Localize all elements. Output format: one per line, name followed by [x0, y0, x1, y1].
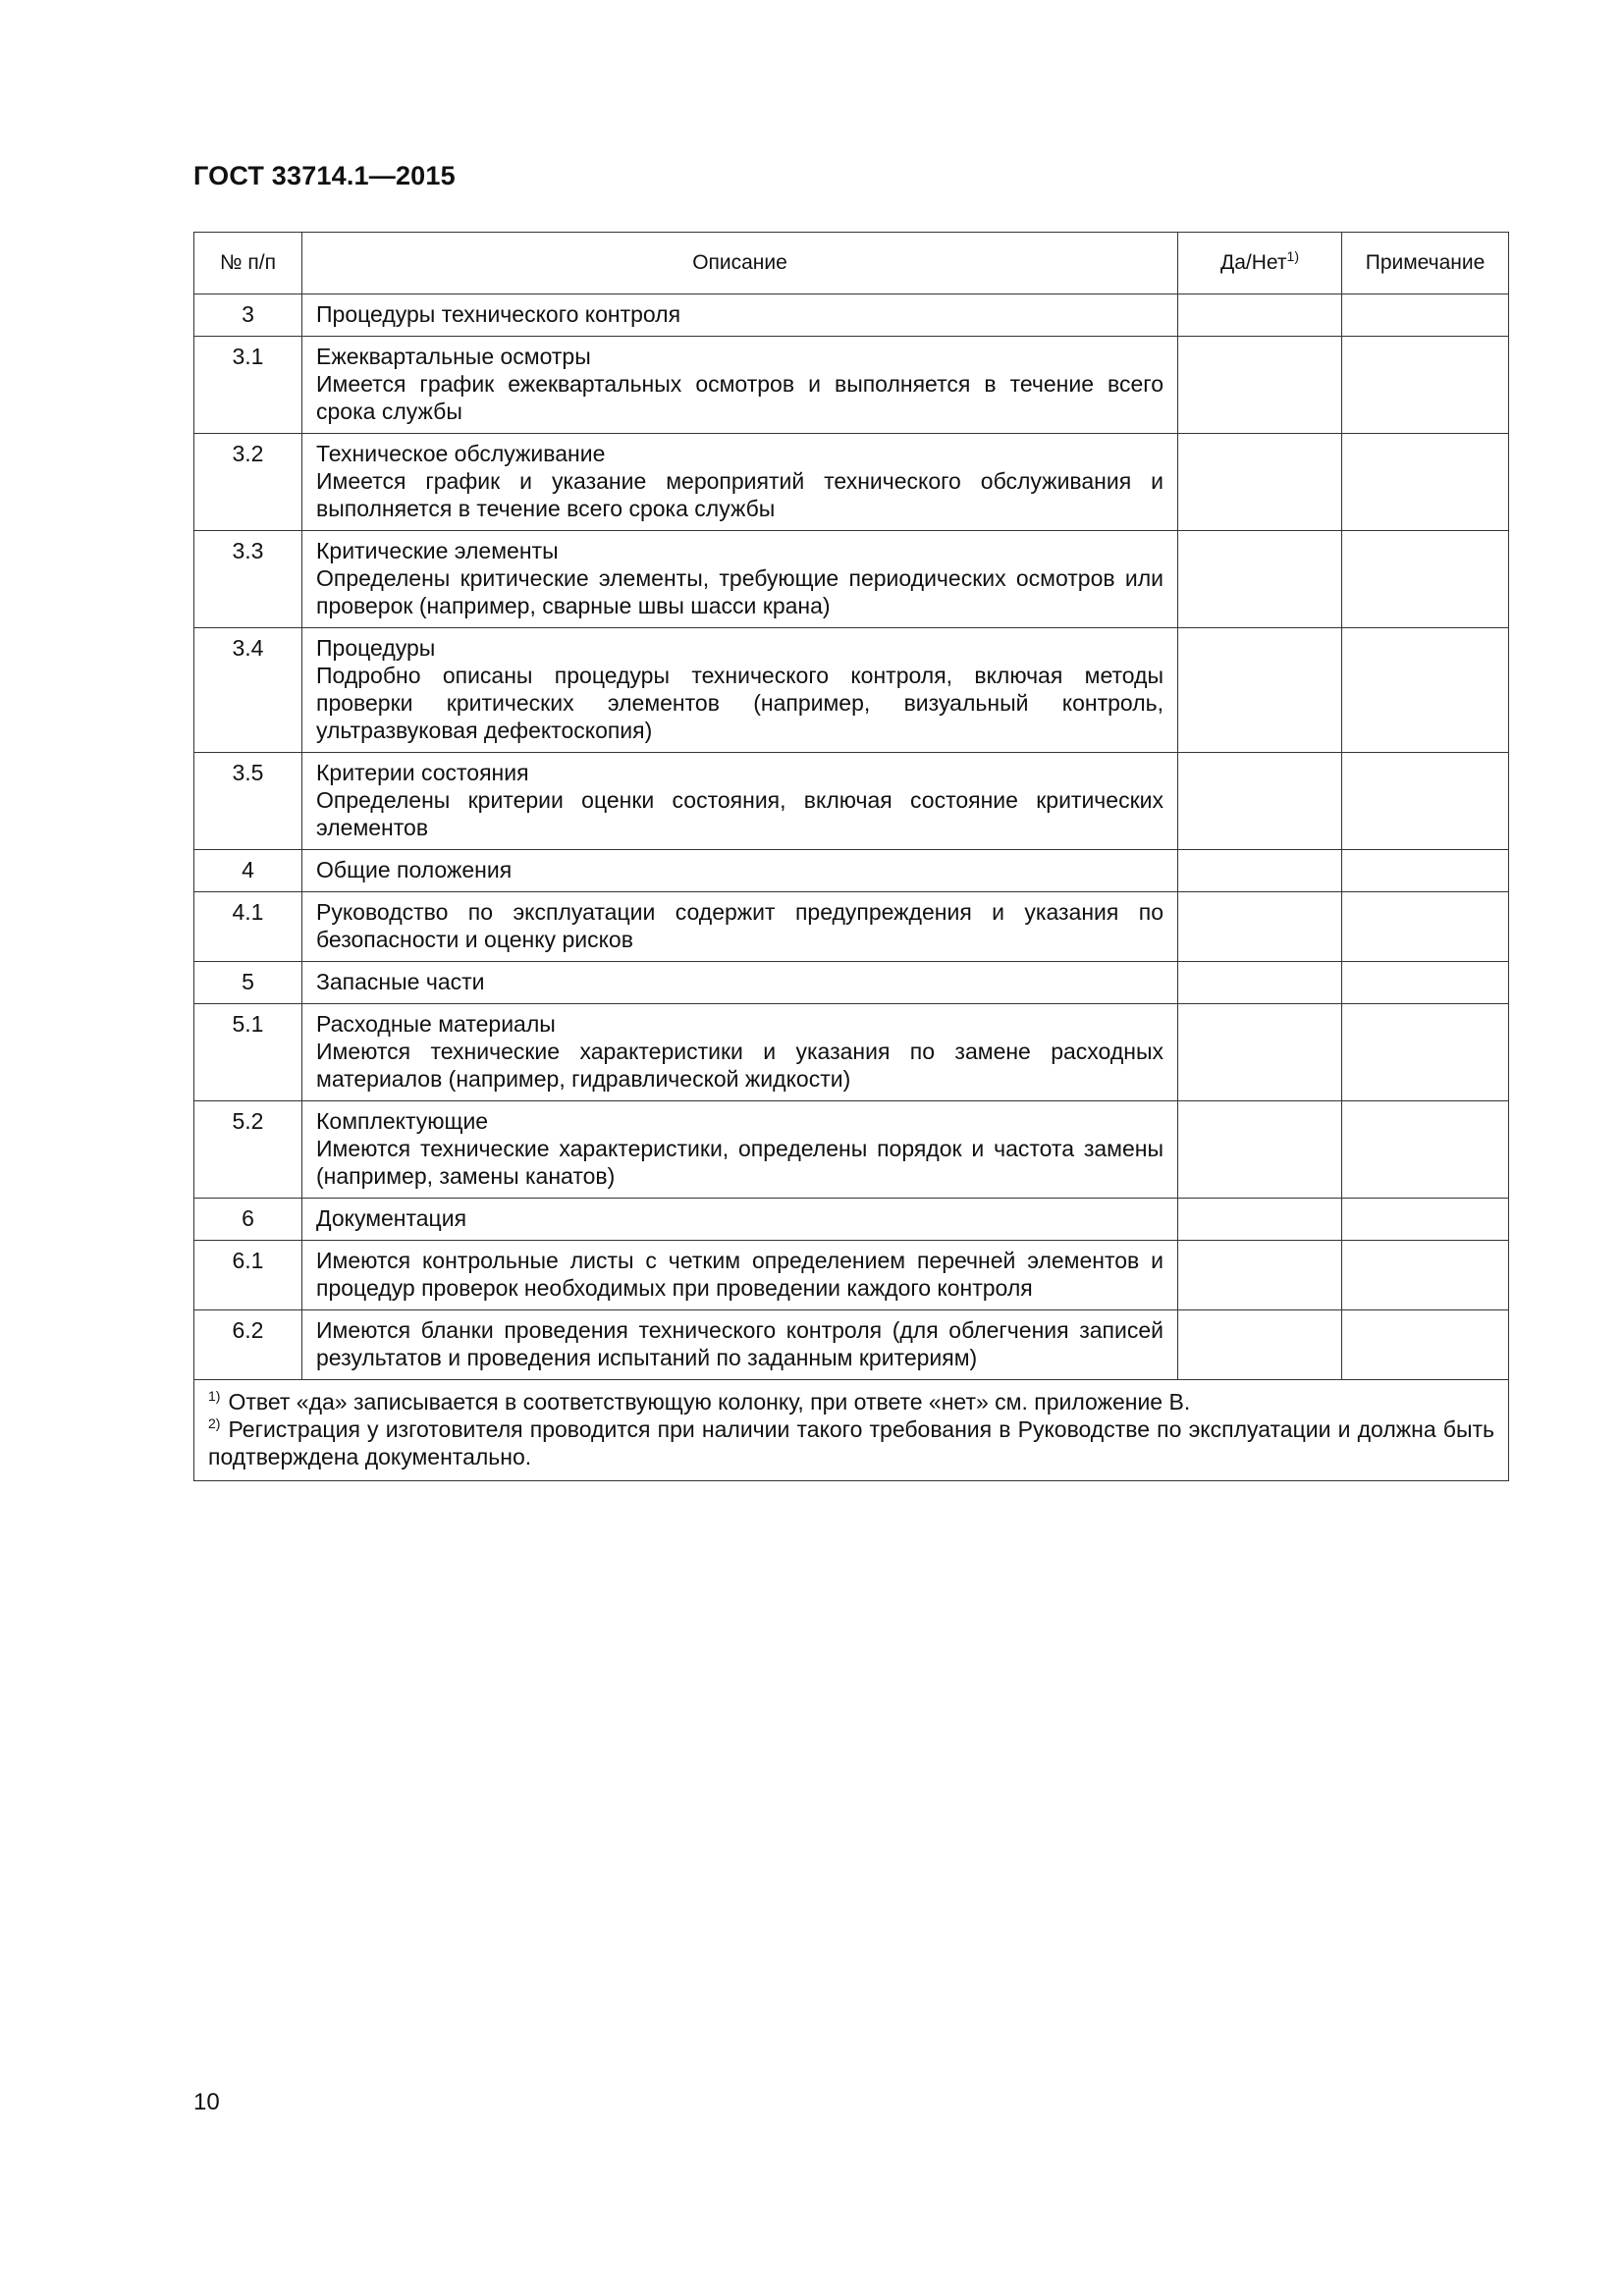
row-description: [302, 531, 1178, 628]
table-row: [194, 434, 1509, 531]
row-description: [302, 850, 1178, 892]
table-row: [194, 1310, 1509, 1380]
yes-no-cell[interactable]: [1178, 531, 1342, 628]
table-row: [194, 1101, 1509, 1199]
header-description: Описание: [302, 233, 1178, 294]
row-heading: Техническое обслуживание: [316, 441, 606, 466]
footnote-mark: 1): [208, 1388, 221, 1405]
yes-no-cell[interactable]: [1178, 1199, 1342, 1241]
yes-no-cell[interactable]: [1178, 1310, 1342, 1380]
row-heading: Расходные материалы: [316, 1011, 556, 1037]
yes-no-cell[interactable]: [1178, 753, 1342, 850]
header-number: № п/п: [194, 233, 302, 294]
footnote-text: Регистрация у изготовителя проводится при наличии такого требования в Руководстве по эксплуатации и должна быть подтверждена документально.: [208, 1416, 1494, 1469]
footnote: [208, 1415, 1494, 1470]
footnote: [208, 1388, 1494, 1415]
row-description: [302, 962, 1178, 1004]
table-row: [194, 753, 1509, 850]
row-number: 6.1: [194, 1241, 302, 1310]
row-number: 5.1: [194, 1004, 302, 1101]
row-number: 3.4: [194, 628, 302, 753]
header-remark: Примечание: [1342, 233, 1509, 294]
footnote-mark: 2): [208, 1415, 221, 1432]
row-number: 5: [194, 962, 302, 1004]
row-description: [302, 892, 1178, 962]
row-number: 3.2: [194, 434, 302, 531]
row-description: [302, 337, 1178, 434]
row-description: [302, 628, 1178, 753]
table-row: [194, 531, 1509, 628]
row-text: Имеются технические характеристики и указания по замене расходных материалов (например, гидравлической жидкости): [316, 1039, 1163, 1092]
yes-no-cell[interactable]: [1178, 1241, 1342, 1310]
checklist-table: [193, 232, 1509, 1481]
row-number: 4.1: [194, 892, 302, 962]
row-number: 6: [194, 1199, 302, 1241]
remark-cell[interactable]: [1342, 1004, 1509, 1101]
footnotes-cell: [194, 1380, 1509, 1481]
remark-cell[interactable]: [1342, 850, 1509, 892]
row-description: [302, 1101, 1178, 1199]
row-text: Запасные части: [316, 969, 485, 994]
yes-no-cell[interactable]: [1178, 962, 1342, 1004]
table-row: [194, 294, 1509, 337]
remark-cell[interactable]: [1342, 1101, 1509, 1199]
row-description: [302, 1241, 1178, 1310]
yes-no-cell[interactable]: [1178, 850, 1342, 892]
row-number: 3.1: [194, 337, 302, 434]
row-text: Имеются технические характеристики, определены порядок и частота замены (например, замены канатов): [316, 1136, 1163, 1189]
yes-no-cell[interactable]: [1178, 628, 1342, 753]
remark-cell[interactable]: [1342, 531, 1509, 628]
header-yes-no: [1178, 233, 1342, 294]
table-body: [194, 294, 1509, 1380]
remark-cell[interactable]: [1342, 628, 1509, 753]
table-row: [194, 1004, 1509, 1101]
remark-cell[interactable]: [1342, 1241, 1509, 1310]
footnote-text: Ответ «да» записывается в соответствующую колонку, при ответе «нет» см. приложение В.: [228, 1389, 1191, 1415]
remark-cell[interactable]: [1342, 753, 1509, 850]
row-text: Определены критические элементы, требующие периодических осмотров или проверок (например, сварные швы шасси крана): [316, 565, 1163, 618]
row-text: Руководство по эксплуатации содержит предупреждения и указания по безопасности и оценку рисков: [316, 899, 1163, 952]
yes-no-cell[interactable]: [1178, 1101, 1342, 1199]
remark-cell[interactable]: [1342, 294, 1509, 337]
row-description: [302, 753, 1178, 850]
row-number: 3.3: [194, 531, 302, 628]
row-heading: Критерии состояния: [316, 760, 529, 785]
remark-cell[interactable]: [1342, 1310, 1509, 1380]
yes-no-cell[interactable]: [1178, 892, 1342, 962]
page-number: 10: [193, 2089, 220, 2115]
row-text: Определены критерии оценки состояния, включая состояние критических элементов: [316, 787, 1163, 840]
row-heading: Процедуры: [316, 635, 436, 661]
table-row: [194, 850, 1509, 892]
table-row: [194, 1199, 1509, 1241]
table-row: [194, 337, 1509, 434]
row-text: Общие положения: [316, 857, 513, 882]
remark-cell[interactable]: [1342, 434, 1509, 531]
row-description: [302, 434, 1178, 531]
row-description: [302, 1310, 1178, 1380]
row-text: Процедуры технического контроля: [316, 301, 681, 327]
yes-no-cell[interactable]: [1178, 434, 1342, 531]
table-row: [194, 1241, 1509, 1310]
row-description: [302, 294, 1178, 337]
row-number: 3.5: [194, 753, 302, 850]
row-heading: Критические элементы: [316, 538, 559, 563]
row-heading: Комплектующие: [316, 1108, 489, 1134]
row-description: [302, 1004, 1178, 1101]
footnotes-row: [194, 1380, 1509, 1481]
row-description: [302, 1199, 1178, 1241]
row-number: 6.2: [194, 1310, 302, 1380]
yes-no-cell[interactable]: [1178, 294, 1342, 337]
row-text: Имеются контрольные листы с четким определением перечней элементов и процедур проверок необходимых при проведении каждого контроля: [316, 1248, 1163, 1301]
row-text: Подробно описаны процедуры технического контроля, включая методы проверки критических элементов (например, визуальный контроль, ультразвуковая дефектоскопия): [316, 663, 1163, 743]
row-text: Имеется график ежеквартальных осмотров и выполняется в течение всего срока службы: [316, 371, 1163, 424]
header-yes-no-footnote-mark: 1): [1286, 248, 1299, 264]
yes-no-cell[interactable]: [1178, 337, 1342, 434]
table-row: [194, 628, 1509, 753]
table-row: [194, 962, 1509, 1004]
header-yes-no-label: Да/Нет: [1220, 251, 1287, 274]
table-header-row: [194, 233, 1509, 294]
remark-cell[interactable]: [1342, 1199, 1509, 1241]
remark-cell[interactable]: [1342, 962, 1509, 1004]
row-text: Документация: [316, 1205, 467, 1231]
row-number: 3: [194, 294, 302, 337]
document-title: ГОСТ 33714.1—2015: [193, 161, 456, 190]
row-number: 5.2: [194, 1101, 302, 1199]
row-heading: Ежеквартальные осмотры: [316, 344, 591, 369]
yes-no-cell[interactable]: [1178, 1004, 1342, 1101]
row-text: Имеются бланки проведения технического контроля (для облегчения записей результатов и проведения испытаний по заданным критериям): [316, 1317, 1163, 1370]
remark-cell[interactable]: [1342, 337, 1509, 434]
remark-cell[interactable]: [1342, 892, 1509, 962]
table-row: [194, 892, 1509, 962]
row-text: Имеется график и указание мероприятий технического обслуживания и выполняется в течение всего срока службы: [316, 468, 1163, 521]
row-number: 4: [194, 850, 302, 892]
